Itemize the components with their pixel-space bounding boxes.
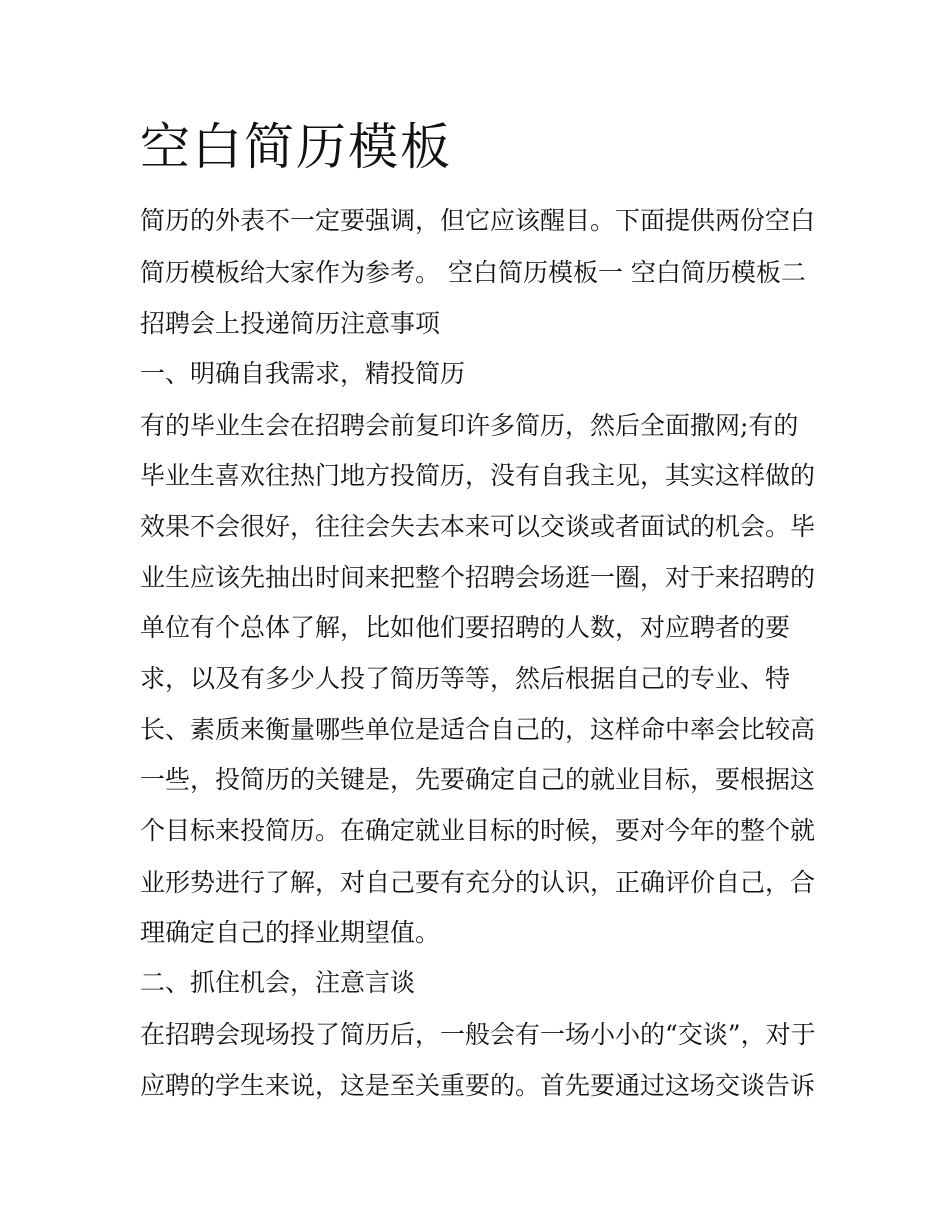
body-line-15: 理确定自己的择业期望值。 bbox=[140, 918, 441, 947]
section-heading-notes: 招聘会上投递简历注意事项 bbox=[140, 309, 441, 338]
body-line-9: 单位有个总体了解，比如他们要招聘的人数，对应聘者的要 bbox=[140, 613, 791, 642]
body-line-14: 业形势进行了解，对自己要有充分的认识，正确评价自己，合 bbox=[140, 868, 816, 897]
body-line-17: 在招聘会现场投了简历后，一般会有一场小小的“交谈”，对于 bbox=[140, 1020, 816, 1049]
body-line-7: 效果不会很好，往往会失去本来可以交谈或者面试的机会。毕 bbox=[140, 512, 816, 541]
body-line-10: 求，以及有多少人投了简历等等，然后根据自己的专业、特 bbox=[140, 664, 791, 693]
section-heading-2: 二、抓住机会，注意言谈 bbox=[140, 968, 416, 997]
body-line-18: 应聘的学生来说，这是至关重要的。首先要通过这场交谈告诉 bbox=[140, 1071, 816, 1100]
body-line-1: 简历的外表不一定要强调，但它应该醒目。下面提供两份空白 bbox=[140, 206, 816, 235]
body-line-5: 有的毕业生会在招聘会前复印许多简历，然后全面撒网;有的 bbox=[140, 411, 799, 440]
body-line-13: 个目标来投简历。在确定就业目标的时候，要对今年的整个就 bbox=[140, 816, 816, 845]
body-line-12: 一些，投简历的关键是，先要确定自己的就业目标，要根据这 bbox=[140, 765, 816, 794]
section-heading-1: 一、明确自我需求，精投简历 bbox=[140, 359, 466, 388]
body-line-11: 长、素质来衡量哪些单位是适合自己的，这样命中率会比较高 bbox=[140, 715, 816, 744]
page-title: 空白简历模板 bbox=[140, 118, 452, 176]
body-line-8: 业生应该先抽出时间来把整个招聘会场逛一圈，对于来招聘的 bbox=[140, 563, 816, 592]
body-line-6: 毕业生喜欢往热门地方投简历，没有自我主见，其实这样做的 bbox=[140, 461, 816, 490]
body-line-2: 简历模板给大家作为参考。 空白简历模板一 空白简历模板二 bbox=[140, 258, 806, 287]
